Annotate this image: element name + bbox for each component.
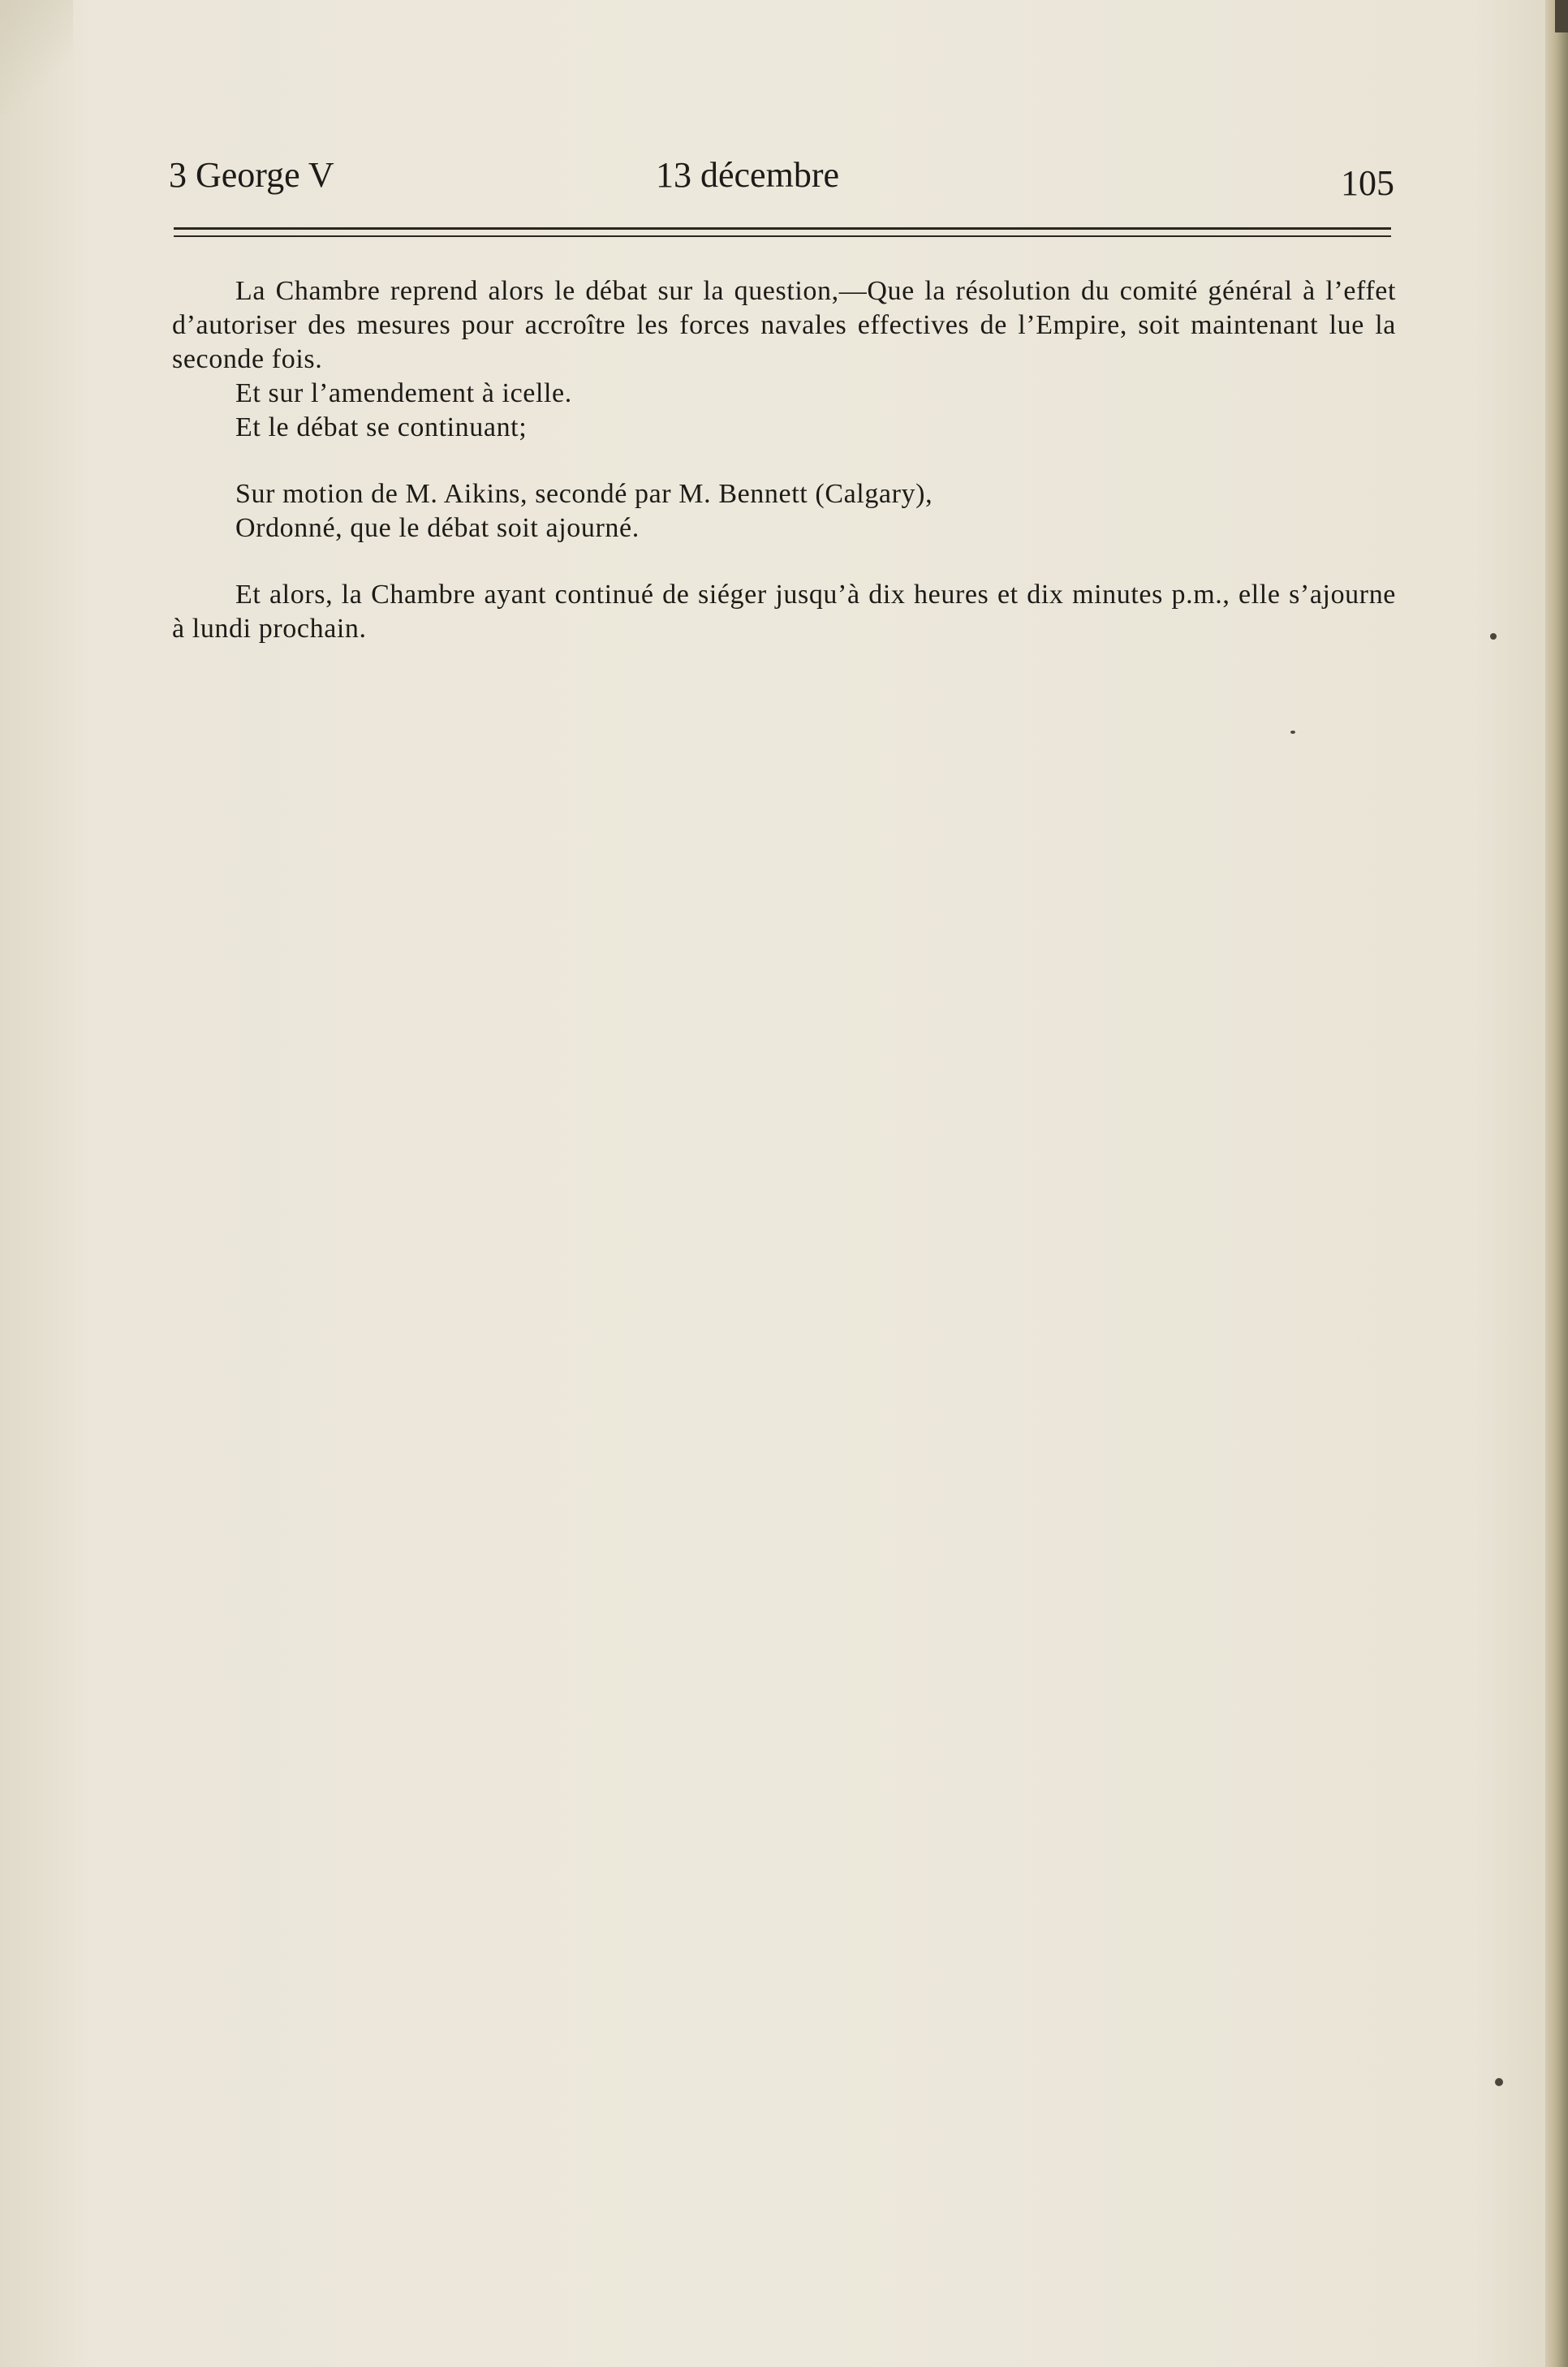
paragraph-adjournment: Et alors, la Chambre ayant continué de siéger jusqu’à dix heures et dix minutes p.m., elle s’ajourne à lundi prochain. [172,580,1396,644]
paragraph-ordered: Ordonné, que le débat soit ajourné. [235,513,640,543]
paragraph-amendment: Et sur l’amendement à icelle. [235,378,572,408]
journal-entry [172,274,1396,646]
paper-speck [1495,2078,1503,2086]
header-date: 13 décembre [656,155,839,195]
paragraph-motion: Sur motion de M. Aikins, secondé par M. Bennett (Calgary), [235,479,933,509]
spacer [172,545,1396,578]
paragraph-debate-resumed: La Chambre reprend alors le débat sur la question,—Que la résolution du comité général à l’effet d’autoriser des mesures pour accroître les forces navales effectives de l’Empire, soit maintenant lue la seconde fois. [172,276,1396,374]
paper-speck [1290,731,1295,734]
page-number: 105 [1341,163,1394,203]
page-edge [1545,0,1568,2367]
page-corner-shadow [1555,0,1568,32]
spacer [172,445,1396,477]
header-rule-bottom [174,235,1391,237]
paper-speck [1490,633,1497,640]
page-curl-shadow [0,0,73,114]
running-header [169,148,1394,205]
paragraph-debate-continuing: Et le débat se continuant; [235,412,528,442]
header-regnal-year: 3 George V [169,155,334,195]
header-rule-top [174,227,1391,230]
